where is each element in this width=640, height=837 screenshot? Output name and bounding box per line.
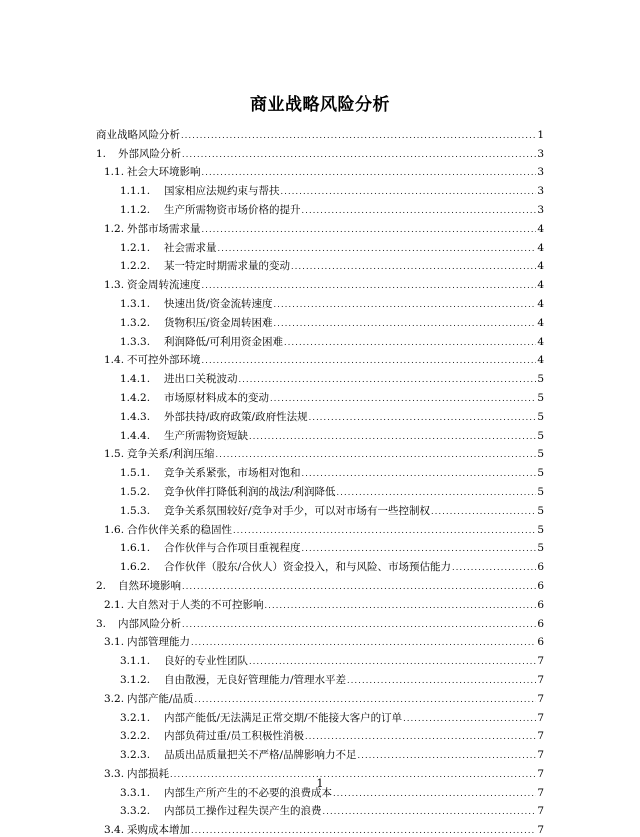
toc-entry-text: 良好的专业性团队 <box>164 655 248 668</box>
toc-entry[interactable] <box>96 499 544 518</box>
table-of-contents <box>96 123 544 837</box>
toc-entry-number: 3.3.1. <box>120 786 151 799</box>
toc-entry-text: 合作伙伴（股东/合伙人）资金投入，和与风险、市场预估能力 <box>164 561 452 574</box>
toc-entry-page: 7 <box>537 824 544 837</box>
toc-leader-dots <box>291 261 536 273</box>
toc-leader-dots <box>323 806 537 818</box>
toc-entry-text: 内部产能低/无法满足正常交期/不能接大客户的订单 <box>164 711 403 724</box>
toc-entry-number: 1.3.3. <box>120 335 151 348</box>
toc-entry-text: 商业战略风险分析 <box>96 128 180 141</box>
toc-leader-dots <box>216 449 537 461</box>
toc-entry[interactable] <box>96 367 544 386</box>
toc-leader-dots <box>265 600 537 612</box>
toc-leader-dots <box>233 525 536 537</box>
toc-entry[interactable] <box>96 461 544 480</box>
toc-entry[interactable] <box>96 330 544 349</box>
toc-entry[interactable] <box>96 725 544 744</box>
toc-entry-text: 利润降低/可利用资金困难 <box>164 335 284 348</box>
toc-entry-text: 自然环境影响 <box>118 579 181 592</box>
toc-entry-page: 7 <box>537 767 544 780</box>
toc-entry[interactable] <box>96 142 544 161</box>
toc-entry-page: 6 <box>537 598 544 611</box>
toc-entry[interactable] <box>96 386 544 405</box>
toc-entry-number: 1.4. <box>104 354 125 367</box>
toc-entry-page: 6 <box>537 579 544 592</box>
toc-entry-page: 6 <box>537 561 544 574</box>
toc-entry-text: 采购成本增加 <box>127 824 190 837</box>
toc-leader-dots <box>302 205 537 217</box>
toc-entry-text: 内部员工操作过程失误产生的浪费 <box>164 805 322 818</box>
toc-leader-dots <box>182 619 536 631</box>
toc-entry-text: 社会需求量 <box>164 241 217 254</box>
toc-entry[interactable] <box>96 706 544 725</box>
toc-entry-page: 4 <box>537 222 544 235</box>
toc-entry-number: 3.3.2. <box>120 805 151 818</box>
toc-leader-dots <box>302 468 537 480</box>
toc-entry-number: 1.6.2. <box>120 561 151 574</box>
toc-entry-text: 社会大环境影响 <box>127 166 201 179</box>
toc-entry-text: 外部风险分析 <box>118 147 181 160</box>
toc-leader-dots <box>431 506 536 518</box>
toc-entry-number: 1.2. <box>104 222 125 235</box>
toc-entry-text: 生产所需物资短缺 <box>164 429 248 442</box>
toc-entry-number: 1.5.2. <box>120 485 151 498</box>
toc-entry-number: 1.2.2. <box>120 260 151 273</box>
toc-entry[interactable] <box>96 198 544 217</box>
toc-entry[interactable] <box>96 612 544 631</box>
toc-entry-page: 7 <box>537 655 544 668</box>
toc-entry[interactable] <box>96 687 544 706</box>
toc-entry-number: 3. <box>96 617 107 630</box>
toc-leader-dots <box>202 224 537 236</box>
toc-entry-text: 竞争关系紧张，市场相对饱和 <box>164 467 301 480</box>
toc-leader-dots <box>403 713 536 725</box>
toc-entry-number: 2. <box>96 579 107 592</box>
toc-leader-dots <box>281 186 537 198</box>
toc-entry[interactable] <box>96 537 544 556</box>
toc-entry-number: 1.4.2. <box>120 391 151 404</box>
toc-entry-page: 4 <box>537 241 544 254</box>
toc-entry-text: 货物积压/资金周转困难 <box>164 316 273 329</box>
toc-entry[interactable] <box>96 161 544 180</box>
toc-entry-page: 4 <box>537 279 544 292</box>
toc-entry-text: 内部产能/品质 <box>127 692 194 705</box>
toc-entry-page: 4 <box>537 316 544 329</box>
toc-entry-number: 3.2.3. <box>120 749 151 762</box>
toc-entry-number: 1.3.2. <box>120 316 151 329</box>
toc-entry[interactable] <box>96 236 544 255</box>
toc-entry[interactable] <box>96 800 544 819</box>
toc-leader-dots <box>452 562 536 574</box>
toc-entry-text: 内部风险分析 <box>118 617 181 630</box>
toc-entry-page: 7 <box>537 730 544 743</box>
toc-entry-page: 7 <box>537 749 544 762</box>
toc-entry-number: 1.3.1. <box>120 297 151 310</box>
toc-entry-page: 5 <box>537 467 544 480</box>
toc-entry-page: 5 <box>537 373 544 386</box>
toc-entry-page: 4 <box>537 335 544 348</box>
toc-entry-text: 合作伙伴与合作项目重视程度 <box>164 542 301 555</box>
toc-leader-dots <box>202 167 537 179</box>
toc-entry[interactable] <box>96 631 544 650</box>
toc-entry-page: 5 <box>537 391 544 404</box>
toc-entry[interactable] <box>96 649 544 668</box>
toc-leader-dots <box>191 637 536 649</box>
toc-entry[interactable] <box>96 273 544 292</box>
toc-entry-page: 3 <box>537 147 544 160</box>
toc-leader-dots <box>270 393 536 405</box>
page-number: 1 <box>316 777 324 790</box>
toc-entry[interactable] <box>96 668 544 687</box>
toc-leader-dots <box>302 543 537 555</box>
toc-leader-dots <box>239 374 537 386</box>
toc-entry[interactable] <box>96 743 544 762</box>
toc-entry-number: 1.6.1. <box>120 542 151 555</box>
toc-entry-text: 自由散漫，无良好管理能力/管理水平差 <box>164 673 347 686</box>
toc-entry-page: 4 <box>537 297 544 310</box>
toc-entry-text: 内部管理能力 <box>127 636 190 649</box>
toc-leader-dots <box>202 355 537 367</box>
toc-entry[interactable] <box>96 443 544 462</box>
toc-leader-dots <box>284 337 536 349</box>
toc-entry-page: 7 <box>537 786 544 799</box>
toc-entry-page: 3 <box>537 185 544 198</box>
toc-entry[interactable] <box>96 555 544 574</box>
toc-leader-dots <box>195 694 537 706</box>
toc-entry-number: 1.4.1. <box>120 373 151 386</box>
toc-entry-page: 5 <box>537 410 544 423</box>
toc-entry-page: 5 <box>537 448 544 461</box>
toc-leader-dots <box>182 149 536 161</box>
toc-entry-page: 7 <box>537 692 544 705</box>
toc-entry-number: 1.1.1. <box>120 185 151 198</box>
toc-entry-number: 1.2.1. <box>120 241 151 254</box>
toc-leader-dots <box>347 675 536 687</box>
toc-entry-page: 1 <box>537 128 544 141</box>
toc-entry-page: 7 <box>537 805 544 818</box>
toc-entry[interactable] <box>96 311 544 330</box>
toc-entry-text: 内部生产所产生的不必要的浪费成本 <box>164 786 332 799</box>
toc-entry[interactable] <box>96 123 544 142</box>
toc-entry-page: 6 <box>537 617 544 630</box>
toc-entry-page: 4 <box>537 354 544 367</box>
toc-entry-page: 3 <box>537 203 544 216</box>
toc-entry-number: 3.2.2. <box>120 730 151 743</box>
toc-entry[interactable] <box>96 593 544 612</box>
toc-entry-number: 3.2. <box>104 692 125 705</box>
toc-entry-number: 1.4.3. <box>120 410 151 423</box>
toc-entry-number: 1.1.2. <box>120 203 151 216</box>
toc-entry[interactable] <box>96 424 544 443</box>
toc-entry-page: 5 <box>537 429 544 442</box>
toc-entry-number: 1.3. <box>104 279 125 292</box>
toc-entry[interactable] <box>96 349 544 368</box>
toc-leader-dots <box>182 581 536 593</box>
toc-entry-number: 1.5.3. <box>120 504 151 517</box>
toc-entry[interactable] <box>96 217 544 236</box>
toc-entry-number: 1.1. <box>104 166 125 179</box>
toc-entry-number: 1.4.4. <box>120 429 151 442</box>
toc-leader-dots <box>305 731 536 743</box>
toc-entry-text: 内部负荷过重/员工积极性消极 <box>164 730 305 743</box>
toc-entry-text: 快速出货/资金流转速度 <box>164 297 273 310</box>
toc-entry-text: 合作伙伴关系的稳固性 <box>127 523 232 536</box>
toc-leader-dots <box>309 412 537 424</box>
toc-entry-page: 5 <box>537 523 544 536</box>
toc-entry-number: 3.1. <box>104 636 125 649</box>
document-title: 商业战略风险分析 <box>250 95 390 115</box>
toc-leader-dots <box>274 318 537 330</box>
toc-entry-text: 进出口关税波动 <box>164 373 238 386</box>
toc-entry-text: 竞争伙伴打降低利润的战法/利润降低 <box>164 485 336 498</box>
toc-entry-page: 7 <box>537 711 544 724</box>
toc-entry[interactable] <box>96 480 544 499</box>
toc-entry-number: 1.5. <box>104 448 125 461</box>
toc-entry-number: 3.1.2. <box>120 673 151 686</box>
toc-leader-dots <box>181 130 536 142</box>
toc-entry-number: 3.4. <box>104 824 125 837</box>
toc-entry-number: 2.1. <box>104 598 125 611</box>
toc-entry-text: 外部扶持/政府政策/政府性法规 <box>164 410 308 423</box>
toc-leader-dots <box>218 243 537 255</box>
toc-entry[interactable] <box>96 292 544 311</box>
toc-entry-page: 5 <box>537 542 544 555</box>
toc-entry-page: 5 <box>537 504 544 517</box>
toc-entry-text: 生产所需物资市场价格的提升 <box>164 203 301 216</box>
toc-entry-text: 内部损耗 <box>127 767 169 780</box>
toc-leader-dots <box>358 750 537 762</box>
toc-leader-dots <box>191 825 536 837</box>
toc-entry-text: 国家相应法规约束与帮扶 <box>164 185 280 198</box>
toc-entry-text: 某一特定时期需求量的变动 <box>164 260 290 273</box>
toc-entry-number: 1. <box>96 147 107 160</box>
toc-entry[interactable] <box>96 405 544 424</box>
toc-entry-number: 1.5.1. <box>120 467 151 480</box>
toc-entry-text: 竞争关系氛围较好/竞争对手少，可以对市场有一些控制权 <box>164 504 431 517</box>
toc-entry[interactable] <box>96 255 544 274</box>
toc-entry-page: 7 <box>537 673 544 686</box>
toc-entry-text: 竞争关系/利润压缩 <box>127 448 215 461</box>
toc-entry-text: 外部市场需求量 <box>127 222 201 235</box>
toc-entry-page: 5 <box>537 485 544 498</box>
toc-entry-text: 品质出品质量把关不严格/品牌影响力不足 <box>164 749 357 762</box>
toc-entry-page: 6 <box>537 636 544 649</box>
toc-leader-dots <box>249 656 536 668</box>
toc-entry[interactable] <box>96 518 544 537</box>
toc-entry-text: 不可控外部环境 <box>127 354 201 367</box>
toc-entry-number: 3.2.1. <box>120 711 151 724</box>
toc-leader-dots <box>249 431 536 443</box>
toc-leader-dots <box>274 299 537 311</box>
toc-entry[interactable] <box>96 574 544 593</box>
toc-entry-text: 市场原材料成本的变动 <box>164 391 269 404</box>
toc-leader-dots <box>337 487 537 499</box>
toc-entry-page: 3 <box>537 166 544 179</box>
toc-entry-number: 3.1.1. <box>120 655 151 668</box>
toc-entry-number: 1.6. <box>104 523 125 536</box>
toc-entry-page: 4 <box>537 260 544 273</box>
toc-entry-text: 大自然对于人类的不可控影响 <box>127 598 264 611</box>
toc-entry-text: 资金周转流速度 <box>127 279 201 292</box>
toc-entry[interactable] <box>96 179 544 198</box>
toc-leader-dots <box>202 280 537 292</box>
toc-entry-number: 3.3. <box>104 767 125 780</box>
